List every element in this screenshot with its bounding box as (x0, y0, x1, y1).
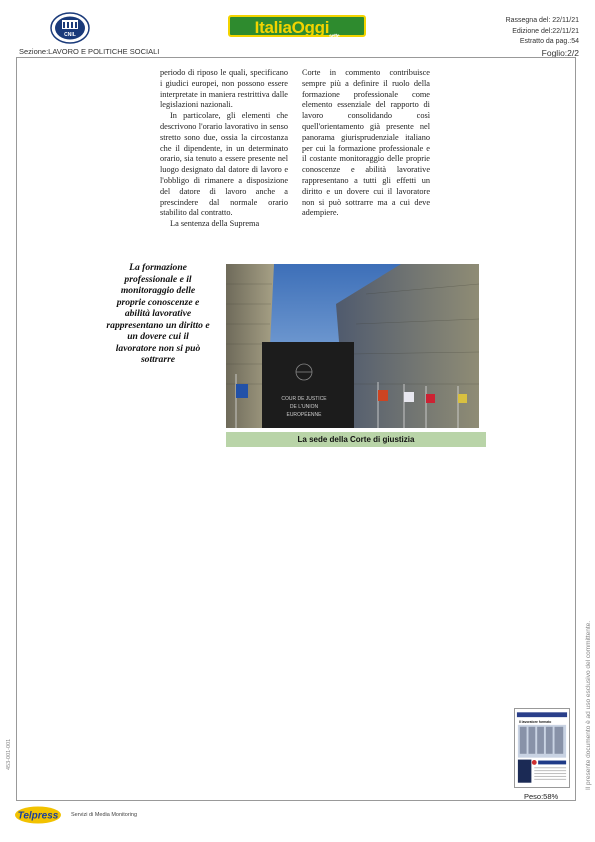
svg-text:DE L'UNION: DE L'UNION (289, 404, 319, 410)
telpress-logo (14, 806, 62, 824)
edizione-date: Edizione del:22/11/21 (512, 27, 579, 35)
sheet-number: Foglio:2/2 (541, 47, 579, 58)
usage-notice: Il presente documento è ad uso esclusivo del committente. (585, 620, 592, 790)
article-column-2 (302, 68, 430, 219)
pull-quote: La formazione professionale e il monitoraggio delle proprie conoscenze e abilità lavorative rappresentano un diritto e un dovere cui il lavoratore non si può sottrarre (106, 262, 210, 365)
page-thumbnail (514, 708, 570, 788)
article-column-1 (160, 68, 288, 230)
photo-caption: La sede della Corte di giustizia (226, 432, 486, 447)
article-frame (16, 57, 576, 801)
svg-text:Telpress: Telpress (17, 810, 59, 822)
paragraph: La sentenza della Suprema (170, 219, 260, 229)
rassegna-date: Rassegna del: 22/11/21 (505, 17, 579, 24)
masthead-logo: ItaliaOggi$_{sette}$ (228, 15, 366, 37)
section-label: Sezione:LAVORO E POLITICHE SOCIALI (19, 47, 160, 56)
svg-text:EUROPÉENNE: EUROPÉENNE (286, 412, 322, 418)
paragraph: In particolare, gli elementi che descrivono l'orario lavorativo in senso stretto sono due, ossia la circostanza che il dipendente, in un determinato orario, sia tenuto a essere presente nel luogo designato dal datore di lavoro e l'obbligo di rimanere a disposizione del datore di lavoro anche a prescindere dal normale orario stabilito dal contratto. (160, 111, 288, 218)
svg-text:CNIL: CNIL (64, 32, 76, 38)
svg-text:COUR DE JUSTICE: COUR DE JUSTICE (281, 396, 327, 402)
press-metadata (506, 16, 579, 58)
page-weight: Peso:58% (524, 792, 559, 801)
svg-text:Il lavoratore formato: Il lavoratore formato (518, 719, 552, 724)
services-label: Servizi di Media Monitoring (71, 812, 138, 818)
cnil-logo (50, 12, 90, 44)
extract-page: Estratto da pag.:54 (519, 38, 579, 45)
court-photo (226, 264, 479, 428)
document-code: 453-001-001 (6, 738, 12, 770)
paragraph: Corte in commento contribuisce sempre più a definire il ruolo della formazione professionale come elemento essenziale del rapporto di lavoro consolidando così quell'orientamento già presente nel panorama giurisprudenziale italiano per cui la formazione professionale e il costante monitoraggio delle proprie conoscenze e abilità lavorative rappresentano a tutti gli effetti un diritto e un dovere cui il lavoratore non si può sottrarre ma a cui deve adempiere. (302, 68, 430, 218)
paragraph: periodo di riposo le quali, specificano i giudici europei, non possono essere interpretate in maniera restrittiva dalle legislazioni nazionali. (160, 68, 288, 110)
